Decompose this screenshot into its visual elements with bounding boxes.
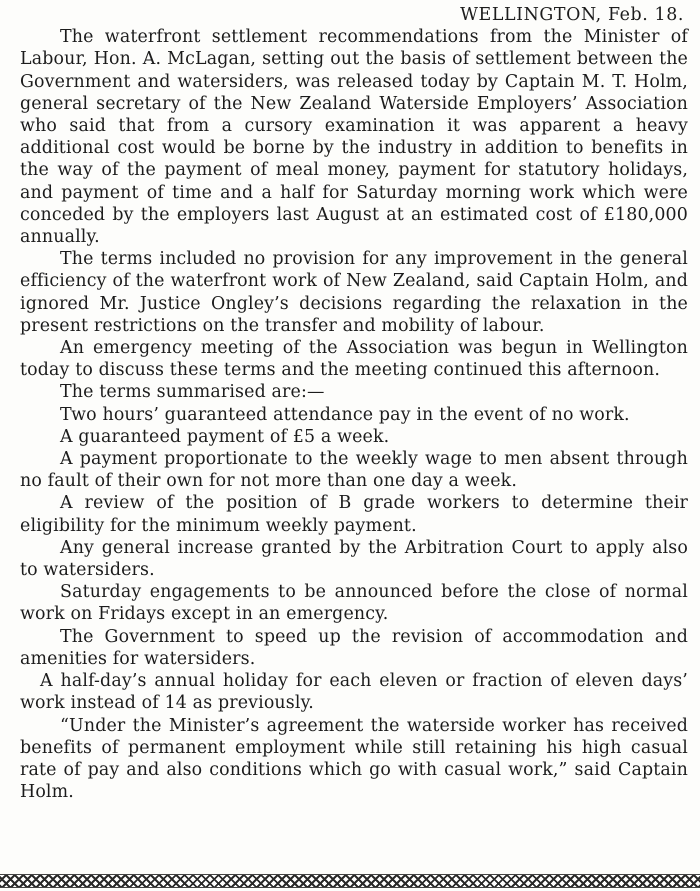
article-body	[20, 4, 688, 803]
term-3: A payment proportionate to the weekly wage to men absent through no fault of their own for not more than one day a week.	[20, 449, 688, 492]
paragraph-1: The waterfront settlement recommendations from the Minister of Labour, Hon. A. McLagan, setting out the basis of settlement between the Government and watersiders, was released today by Captain M. T. Holm, general secretary of the New Zealand Waterside Employers’ Association who said that from a cursory examination it was apparent a heavy additional cost would be borne by the industry in addition to benefits in the way of the payment of meal money, payment for statutory holidays, and payment of time and a half for Saturday morning work which were conceded by the employers last August at an estimated cost of £180,000 annually.	[20, 27, 688, 248]
closing-quote: “Under the Minister’s agreement the waterside worker has received benefits of permanent employment while still retaining his high casual rate of pay and also conditions which go with casual work,” said Captain Holm.	[20, 715, 688, 803]
paragraph-3: An emergency meeting of the Association was begun in Wellington today to discuss these terms and the meeting continued this afternoon.	[20, 338, 688, 381]
term-4: A review of the position of B grade workers to determine their eligibility for the minimum weekly payment.	[20, 493, 688, 536]
paragraph-terms-intro: The terms summarised are:—	[60, 382, 325, 403]
dateline: WELLINGTON, Feb. 18.	[460, 5, 684, 25]
term-2: A guaranteed payment of £5 a week.	[60, 426, 390, 447]
term-5: Any general increase granted by the Arbitration Court to apply also to watersiders.	[20, 537, 688, 581]
decorative-border-rule	[0, 874, 700, 888]
paragraph-2: The terms included no provision for any improvement in the general efficiency of the waterfront work of New Zealand, said Captain Holm, and ignored Mr. Justice Ongley’s decisions regarding the relaxation in the present restrictions on the transfer and mobility of labour.	[20, 249, 688, 336]
term-1: Two hours’ guaranteed attendance pay in the event of no work.	[60, 404, 630, 425]
term-8: A half-day’s annual holiday for each eleven or fraction of eleven days’ work instead of 14 as previously.	[20, 671, 688, 714]
term-7: The Government to speed up the revision of accommodation and amenities for watersiders.	[20, 626, 688, 669]
term-6: Saturday engagements to be announced before the close of normal work on Fridays except in an emergency.	[20, 582, 688, 625]
